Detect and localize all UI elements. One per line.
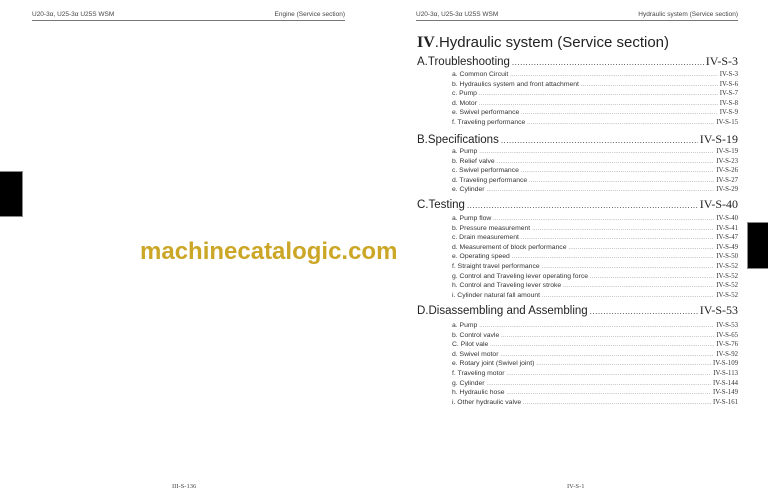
toc-item[interactable] (452, 186, 738, 195)
toc-item[interactable] (452, 234, 738, 243)
dot-leader (500, 351, 714, 358)
toc-item-page: IV-S-149 (712, 389, 738, 397)
toc-item-label: e. Rotary joint (Swivel joint) (452, 360, 535, 368)
dot-leader (479, 90, 718, 97)
toc-item-label: f. Traveling performance (452, 119, 526, 126)
toc-item[interactable] (452, 225, 738, 234)
dot-leader (493, 215, 714, 222)
toc-item-label: c. Pump (452, 90, 477, 98)
toc-section[interactable] (417, 54, 738, 68)
right-section-tab (747, 222, 768, 269)
toc-item-page: IV-S-8 (719, 99, 738, 107)
dot-leader (529, 177, 714, 184)
toc-item-page: IV-S-92 (716, 350, 738, 358)
toc-section-label: C.Testing (417, 199, 465, 211)
dot-leader (532, 225, 714, 232)
right-header-title: U20-3α, U25-3α U25S WSM (416, 11, 499, 18)
toc-item[interactable] (452, 332, 738, 341)
toc-item-label: h. Hydraulic hose (452, 389, 505, 397)
toc-item-page: IV-S-27 (716, 176, 738, 184)
toc-item-label: C. Pilot vale (452, 341, 489, 349)
dot-leader (479, 100, 718, 107)
toc-item[interactable] (452, 380, 738, 389)
toc-item-label: c. Drain measurement (452, 234, 519, 242)
dot-leader (521, 109, 717, 116)
toc-item-label: g. Control and Traveling lever operating force (452, 272, 589, 280)
chapter-numeral: IV (417, 34, 435, 51)
toc-item[interactable] (452, 148, 738, 157)
toc-item[interactable] (452, 100, 738, 109)
dot-leader (490, 341, 714, 348)
toc-item[interactable] (452, 322, 738, 331)
toc-section-label: D.Disassembling and Assembling (417, 305, 588, 317)
dot-leader (512, 253, 715, 260)
toc-item[interactable] (452, 167, 738, 176)
toc-item-label: i. Other hydraulic valve (452, 398, 522, 406)
toc-item-label: g. Cylinder (452, 379, 485, 387)
toc-item[interactable] (452, 360, 738, 369)
toc-item-page: IV-S-26 (716, 167, 738, 175)
dot-leader (536, 360, 711, 367)
left-header-section: Engine (Service section) (274, 11, 345, 18)
toc-section-label: A.Troubleshooting (417, 56, 510, 68)
toc-section-label: B.Specifications (417, 134, 499, 146)
toc-section[interactable] (417, 197, 738, 211)
toc-section-page: IV-S-3 (705, 54, 738, 68)
toc-item-label: e. Operating speed (452, 253, 510, 261)
toc-item-page: IV-S-50 (716, 253, 738, 261)
left-page-number: III-S-136 (172, 483, 197, 490)
toc-item-label: b. Pressure measurement (452, 224, 531, 232)
toc-item[interactable] (452, 351, 738, 360)
left-header-rule (32, 20, 345, 21)
right-page-number: IV-S-1 (567, 483, 585, 490)
dot-leader (497, 158, 715, 165)
dot-leader (510, 71, 717, 78)
dot-leader (507, 389, 711, 396)
toc-item-page: IV-S-9 (719, 109, 738, 117)
chapter-title (417, 34, 669, 52)
toc-item-label: d. Measurement of block performance (452, 243, 567, 251)
toc-item-page: IV-S-52 (716, 291, 738, 299)
toc-item-page: IV-S-65 (716, 331, 738, 339)
toc-item[interactable] (452, 273, 738, 282)
toc-item[interactable] (452, 370, 738, 379)
toc-item-page: IV-S-53 (716, 322, 738, 329)
toc-item-page: IV-S-7 (719, 90, 738, 98)
toc-item-page: IV-S-76 (716, 341, 738, 349)
toc-section[interactable] (417, 132, 738, 146)
toc-item-page: IV-S-29 (716, 186, 738, 194)
dot-leader (568, 244, 714, 251)
toc-item-label: d. Swivel motor (452, 350, 499, 358)
toc-item-page: IV-S-3 (719, 71, 738, 78)
toc-section-page: IV-S-53 (699, 303, 738, 317)
toc-section[interactable] (417, 303, 738, 317)
dot-leader (563, 282, 714, 289)
toc-item-page: IV-S-144 (712, 379, 738, 387)
dot-leader (521, 167, 714, 174)
chapter-title-text: .Hydraulic system (Service section) (434, 34, 670, 51)
toc-item-label: a. Pump (452, 322, 478, 329)
toc-item-label: f. Straight travel performance (452, 263, 540, 270)
toc-item[interactable] (452, 341, 738, 350)
toc-item-page: IV-S-113 (713, 370, 738, 377)
dot-leader (590, 305, 698, 317)
toc-item-label: c. Swivel performance (452, 167, 519, 175)
toc-item-page: IV-S-49 (716, 243, 738, 251)
right-header-section: Hydraulic system (Service section) (638, 11, 738, 18)
toc-item[interactable] (452, 263, 738, 272)
dot-leader (523, 399, 711, 406)
toc-item-label: h. Control and Traveling lever stroke (452, 282, 562, 290)
toc-item-label: d. Traveling performance (452, 176, 528, 184)
toc-item-label: f. Traveling motor (452, 370, 505, 377)
left-section-tab (0, 171, 23, 217)
toc-item[interactable] (452, 177, 738, 186)
dot-leader (487, 380, 711, 387)
dot-leader (479, 322, 714, 329)
toc-item[interactable] (452, 158, 738, 167)
dot-leader (467, 199, 698, 211)
dot-leader (590, 273, 714, 280)
toc-item[interactable] (452, 292, 738, 301)
toc-item-page: IV-S-47 (716, 234, 738, 242)
dot-leader (521, 234, 714, 241)
toc-item-label: d. Motor (452, 99, 477, 107)
dot-leader (501, 332, 714, 339)
toc-item-page: IV-S-41 (716, 224, 738, 232)
toc-item-label: b. Hydraulics system and front attachment (452, 80, 579, 88)
dot-leader (512, 56, 704, 68)
toc-item[interactable] (452, 215, 738, 224)
toc-item-page: IV-S-161 (712, 398, 738, 406)
dot-leader (527, 119, 714, 126)
toc-item-page: IV-S-52 (716, 263, 738, 270)
toc-item[interactable] (452, 119, 738, 128)
toc-item-label: e. Swivel performance (452, 109, 520, 117)
toc-item-page: IV-S-52 (716, 282, 738, 290)
toc-item-label: a. Pump flow (452, 215, 492, 222)
toc-item[interactable] (452, 399, 738, 408)
toc-item-label: i. Cylinder natural fall amount (452, 291, 541, 299)
toc-section-page: IV-S-19 (699, 132, 738, 146)
toc-item-page: IV-S-52 (716, 272, 738, 280)
toc-item-label: b. Relief valve (452, 157, 495, 165)
toc-item-label: e. Cylinder (452, 186, 485, 194)
toc-item[interactable] (452, 253, 738, 262)
toc-item-label: a. Pump (452, 148, 478, 155)
dot-leader (581, 81, 718, 88)
toc-item-label: a. Common Circuit (452, 71, 509, 78)
dot-leader (507, 370, 712, 377)
toc-item[interactable] (452, 90, 738, 99)
toc-item[interactable] (452, 81, 738, 90)
dot-leader (542, 292, 714, 299)
toc-item-page: IV-S-40 (716, 215, 738, 222)
toc-item[interactable] (452, 71, 738, 80)
right-header-rule (416, 20, 738, 21)
left-header-title: U20-3α, U25-3α U25S WSM (32, 11, 115, 18)
toc-item[interactable] (452, 244, 738, 253)
dot-leader (487, 186, 715, 193)
toc-item[interactable] (452, 109, 738, 118)
toc-item-page: IV-S-15 (716, 119, 738, 126)
dot-leader (501, 134, 698, 146)
toc-item-page: IV-S-19 (716, 148, 738, 155)
toc-item[interactable] (452, 389, 738, 398)
dot-leader (479, 148, 714, 155)
toc-item-page: IV-S-23 (716, 157, 738, 165)
dot-leader (542, 263, 715, 270)
toc-item[interactable] (452, 282, 738, 291)
toc-item-label: b. Control vavle (452, 331, 500, 339)
watermark: machinecatalogic.com (140, 238, 398, 265)
toc-section-page: IV-S-40 (699, 197, 738, 211)
toc-item-page: IV-S-109 (712, 360, 738, 368)
toc-item-page: IV-S-6 (719, 80, 738, 88)
